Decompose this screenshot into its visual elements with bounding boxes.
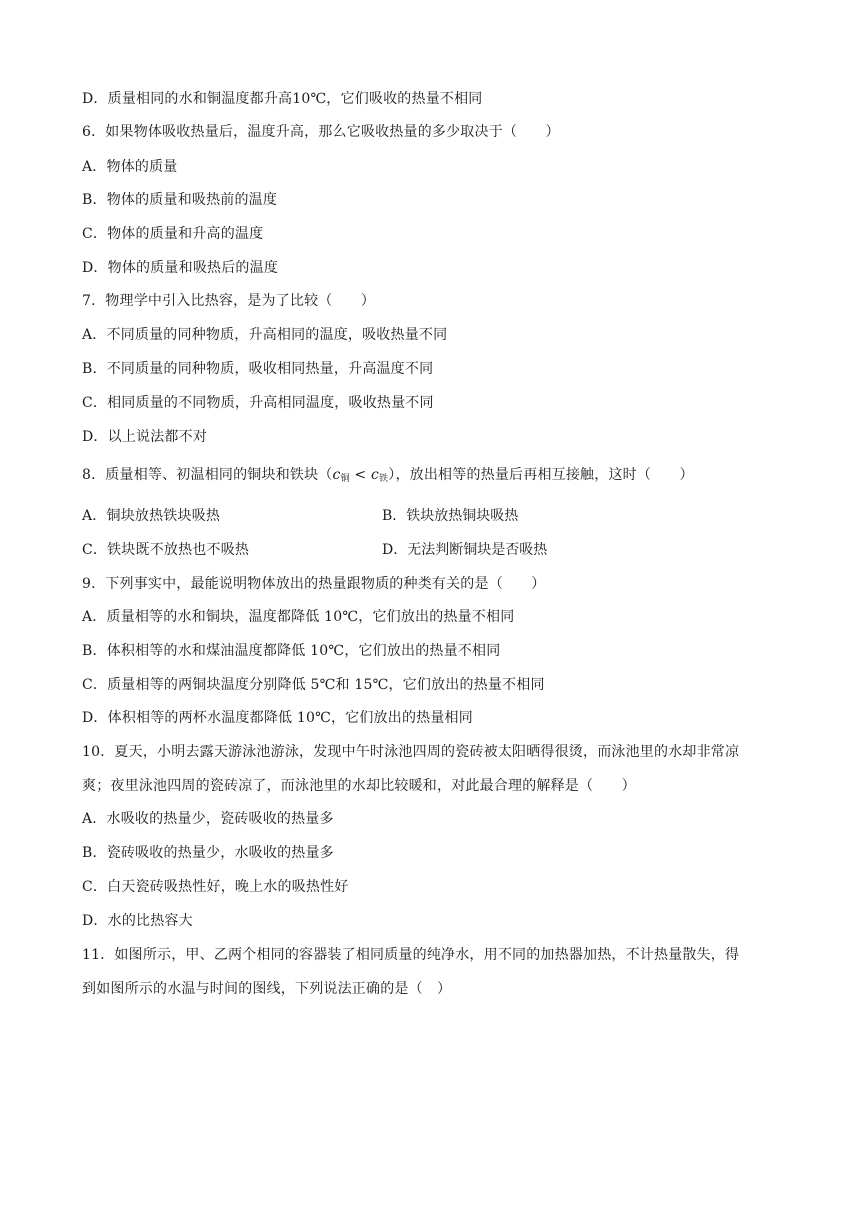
q9-option-d: D．体积相等的两杯水温度都降低 10℃，它们放出的热量相同	[82, 710, 473, 726]
q9-option-b: B．体积相等的水和煤油温度都降低 10℃，它们放出的热量不相同	[82, 643, 501, 659]
q5-option-d: D．质量相同的水和铜温度都升高10℃，它们吸收的热量不相同	[82, 91, 483, 107]
q8-less-than: <	[349, 467, 371, 483]
q7-option-d: D．以上说法都不对	[82, 429, 208, 445]
q7-option-a: A．不同质量的同种物质，升高相同的温度，吸收热量不同	[82, 327, 448, 343]
q7-stem: 7．物理学中引入比热容，是为了比较（ ）	[82, 293, 376, 309]
q6-option-c: C．物体的质量和升高的温度	[82, 226, 264, 242]
q10-stem-line2: 爽；夜里泳池四周的瓷砖凉了，而泳池里的水却比较暖和，对此最合理的解释是（ ）	[82, 778, 636, 794]
q6-option-a: A．物体的质量	[82, 159, 178, 175]
q9-option-c: C．质量相等的两铜块温度分别降低 5℃和 15℃，它们放出的热量不相同	[82, 677, 545, 693]
q10-option-d: D．水的比热容大	[82, 913, 193, 929]
q11-stem-line1: 11．如图所示，甲、乙两个相同的容器装了相同质量的纯净水，用不同的加热器加热，不计热量散失，得	[82, 947, 740, 963]
q8-option-a: A．铜块放热铁块吸热	[82, 508, 221, 524]
q8-stem-before: 8．质量相等、初温相同的铜块和铁块（	[82, 467, 333, 483]
q9-option-a: A．质量相等的水和铜块，温度都降低 10℃，它们放出的热量不相同	[82, 609, 515, 625]
q6-stem: 6．如果物体吸收热量后，温度升高，那么它吸收热量的多少取决于（ ）	[82, 124, 560, 140]
q6-option-d: D．物体的质量和吸热后的温度	[82, 260, 279, 276]
q8-option-d: D．无法判断铜块是否吸热	[382, 542, 548, 558]
q8-sub-iron: 铁	[379, 474, 389, 484]
q8-stem	[82, 465, 694, 489]
q7-option-c: C．相同质量的不同物质，升高相同温度，吸收热量不同	[82, 395, 434, 411]
q8-option-c: C．铁块既不放热也不吸热	[82, 542, 250, 558]
q9-stem: 9．下列事实中，最能说明物体放出的热量跟物质的种类有关的是（ ）	[82, 576, 546, 592]
q8-sub-copper: 铜	[340, 474, 350, 484]
q10-option-a: A．水吸收的热量少，瓷砖吸收的热量多	[82, 811, 334, 827]
q8-c-copper: c	[332, 467, 341, 483]
q6-option-b: B．物体的质量和吸热前的温度	[82, 192, 278, 208]
q8-stem-after: ），放出相等的热量后再相互接触，这时（ ）	[388, 467, 694, 483]
q7-option-b: B．不同质量的同种物质，吸收相同热量，升高温度不同	[82, 361, 434, 377]
q10-option-c: C．白天瓷砖吸热性好，晚上水的吸热性好	[82, 879, 349, 895]
q11-stem-line2: 到如图所示的水温与时间的图线，下列说法正确的是（ ）	[82, 981, 452, 997]
q8-option-b: B．铁块放热铜块吸热	[382, 508, 519, 524]
q10-option-b: B．瓷砖吸收的热量少，水吸收的热量多	[82, 845, 334, 861]
q10-stem-line1: 10．夏天，小明去露天游泳池游泳，发现中午时泳池四周的瓷砖被太阳晒得很烫，而泳池里的水却非常凉	[82, 744, 740, 760]
q8-c-iron: c	[371, 467, 380, 483]
